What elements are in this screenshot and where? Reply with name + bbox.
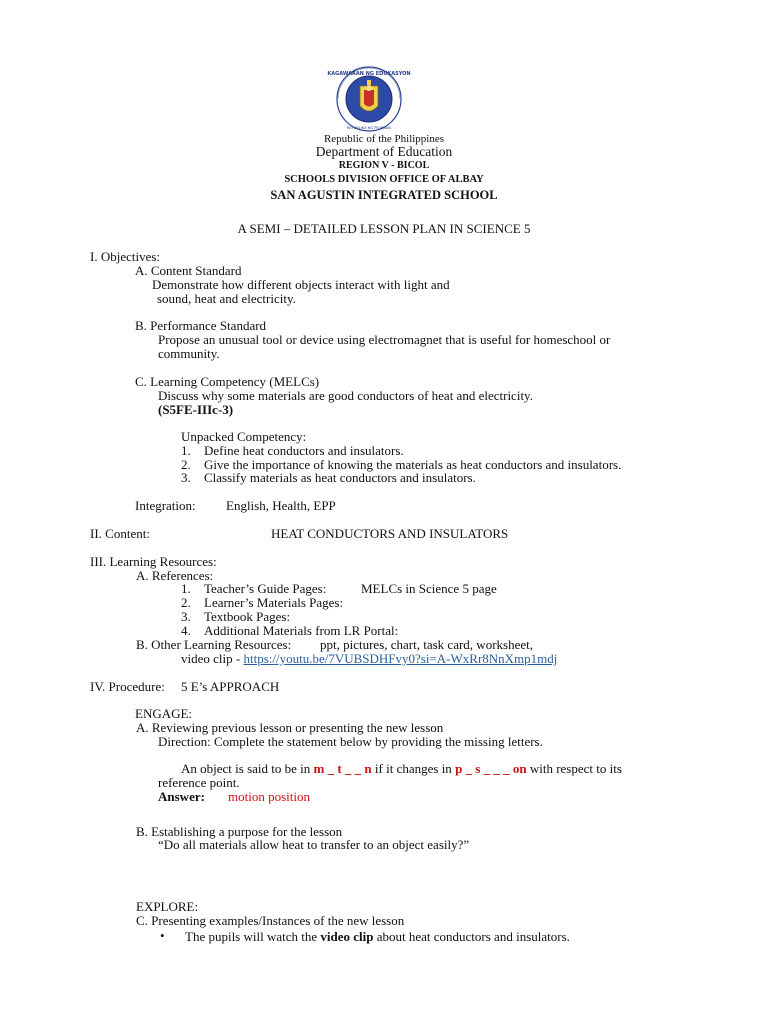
blank-motion: m _ t _ _ n bbox=[313, 761, 372, 776]
unpacked-item-num: 2. bbox=[181, 457, 191, 472]
integration-value: English, Health, EPP bbox=[226, 498, 336, 513]
performance-standard-line2: community. bbox=[158, 346, 220, 361]
procedure-approach: 5 E’s APPROACH bbox=[181, 679, 280, 694]
video-clip-link[interactable]: https://youtu.be/7VUBSDHFvy0?si=A-WxRr8NnXmp1mdj bbox=[243, 651, 558, 666]
division-line: SCHOOLS DIVISION OFFICE OF ALBAY bbox=[284, 174, 484, 185]
reference-item: Textbook Pages: bbox=[204, 609, 291, 624]
reference-item-num: 4. bbox=[181, 623, 191, 638]
integration-label: Integration: bbox=[135, 498, 196, 513]
objectives-heading: I. Objectives: bbox=[90, 249, 161, 264]
reference-item: Teacher’s Guide Pages: bbox=[204, 581, 327, 596]
engage-label: ENGAGE: bbox=[135, 706, 193, 721]
video-clip-line bbox=[181, 652, 557, 666]
performance-standard-label: B. Performance Standard bbox=[135, 318, 267, 333]
blank-position: p _ s _ _ _ on bbox=[455, 761, 527, 776]
seal-bottom-text: REPUBLIKA NG PILIPINAS bbox=[346, 126, 392, 130]
engage-direction: Direction: Complete the statement below by providing the missing letters. bbox=[158, 734, 543, 749]
engage-a-label: A. Reviewing previous lesson or presenting the new lesson bbox=[136, 720, 444, 735]
other-resources-label: B. Other Learning Resources: bbox=[136, 637, 292, 652]
explore-bullet-text bbox=[185, 930, 570, 944]
bullet-icon: • bbox=[160, 928, 165, 943]
content-standard-label: A. Content Standard bbox=[135, 263, 242, 278]
performance-standard-line1: Propose an unusual tool or device using electromagnet that is useful for homeschool or bbox=[158, 332, 611, 347]
reference-item-num: 2. bbox=[181, 595, 191, 610]
content-standard-line2: sound, heat and electricity. bbox=[157, 291, 296, 306]
video-clip-prefix: video clip - bbox=[181, 651, 244, 666]
statement-part2: if it changes in bbox=[371, 761, 456, 776]
content-label: II. Content: bbox=[90, 526, 150, 541]
seal-text: KAGAWARAN NG EDUKASYON bbox=[327, 71, 411, 77]
competency-line1: Discuss why some materials are good conductors of heat and electricity. bbox=[158, 388, 533, 403]
reference-item: Learner’s Materials Pages: bbox=[204, 595, 344, 610]
engage-question: “Do all materials allow heat to transfer to an object easily?” bbox=[158, 837, 470, 852]
bullet-bold: video clip bbox=[320, 929, 374, 944]
content-value: HEAT CONDUCTORS AND INSULATORS bbox=[271, 526, 509, 541]
other-resources-value: ppt, pictures, chart, task card, worksheet, bbox=[320, 637, 533, 652]
explore-label: EXPLORE: bbox=[136, 899, 199, 914]
content-standard-line1: Demonstrate how different objects interact with light and bbox=[152, 277, 450, 292]
engage-b-label: B. Establishing a purpose for the lesson bbox=[136, 824, 343, 839]
competency-label: C. Learning Competency (MELCs) bbox=[135, 374, 320, 389]
reference-item: Additional Materials from LR Portal: bbox=[204, 623, 399, 638]
bullet-part1: The pupils will watch the bbox=[185, 929, 321, 944]
engage-statement bbox=[181, 762, 622, 776]
procedure-heading: IV. Procedure: bbox=[90, 679, 165, 694]
republic-line: Republic of the Philippines bbox=[323, 133, 445, 145]
unpacked-item-num: 3. bbox=[181, 470, 191, 485]
references-label: A. References: bbox=[136, 568, 214, 583]
unpacked-competency-label: Unpacked Competency: bbox=[181, 429, 307, 444]
statement-part1: An object is said to be in bbox=[181, 761, 314, 776]
competency-code: (S5FE-IIIc-3) bbox=[158, 402, 234, 417]
unpacked-item: Give the importance of knowing the materials as heat conductors and insulators. bbox=[204, 457, 622, 472]
answer-value: motion position bbox=[228, 789, 310, 804]
bullet-part2: about heat conductors and insulators. bbox=[373, 929, 570, 944]
resources-heading: III. Learning Resources: bbox=[90, 554, 217, 569]
unpacked-item-num: 1. bbox=[181, 443, 191, 458]
region-line: REGION V - BICOL bbox=[338, 160, 430, 171]
deped-seal-logo bbox=[326, 66, 412, 132]
unpacked-item: Define heat conductors and insulators. bbox=[204, 443, 404, 458]
school-name: SAN AGUSTIN INTEGRATED SCHOOL bbox=[270, 188, 498, 202]
explore-c-label: C. Presenting examples/Instances of the new lesson bbox=[136, 913, 405, 928]
reference-item-value: MELCs in Science 5 page bbox=[361, 581, 497, 596]
engage-statement-line2: reference point. bbox=[158, 775, 240, 790]
department-line: Department of Education bbox=[315, 144, 453, 159]
lesson-plan-title: A SEMI – DETAILED LESSON PLAN IN SCIENCE 5 bbox=[237, 221, 531, 236]
statement-part3: with respect to its bbox=[526, 761, 622, 776]
answer-label: Answer: bbox=[158, 789, 205, 804]
unpacked-item: Classify materials as heat conductors and insulators. bbox=[204, 470, 476, 485]
reference-item-num: 1. bbox=[181, 581, 191, 596]
reference-item-num: 3. bbox=[181, 609, 191, 624]
